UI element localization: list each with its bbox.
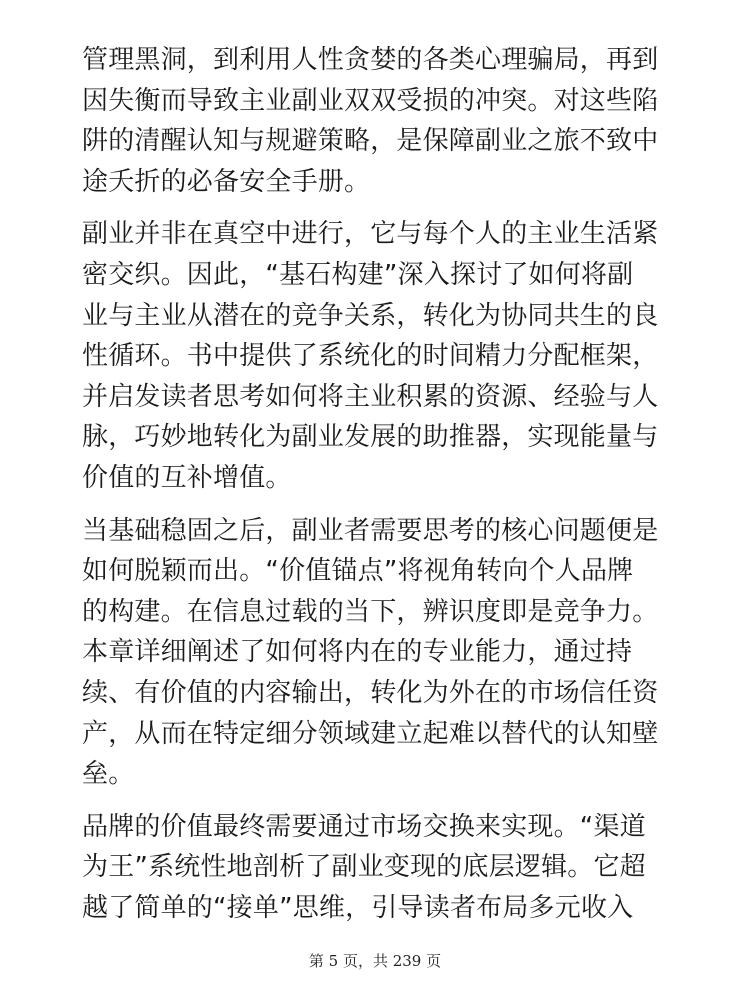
text-line: 越了简单的“接单”思维，引导读者布局多元收入: [82, 892, 634, 923]
text-line: 垒。: [82, 759, 135, 790]
text-line: 并启发读者思考如何将主业积累的资源、经验与人: [82, 381, 659, 412]
paragraph-3: [82, 511, 682, 795]
text-line: 途夭折的必备安全手册。: [82, 166, 371, 197]
text-line: 阱的清醒认知与规避策略，是保障副业之旅不致中: [82, 126, 659, 157]
paragraph-2: [82, 214, 682, 498]
text-line: 本章详细阐述了如何将内在的专业能力，通过持: [82, 637, 633, 668]
text-line: 副业并非在真空中进行，它与每个人的主业生活紧: [82, 219, 659, 250]
text-line: 续、有价值的内容输出，转化为外在的市场信任资: [82, 677, 659, 708]
text-line: 品牌的价值最终需要通过市场交换来实现。“渠道: [82, 811, 646, 842]
text-line: 价值的互补增值。: [82, 462, 292, 493]
text-line: 当基础稳固之后，副业者需要思考的核心问题便是: [82, 515, 659, 546]
text-line: 密交织。因此，“基石构建”深入探讨了如何将副: [82, 259, 634, 290]
text-line: 脉，巧妙地转化为副业发展的助推器，实现能量与: [82, 422, 659, 453]
paragraph-1: [82, 40, 682, 202]
text-line: 性循环。书中提供了系统化的时间精力分配框架，: [82, 341, 659, 372]
text-line: 的构建。在信息过载的当下，辨识度即是竞争力。: [82, 596, 659, 627]
text-line: 如何脱颖而出。“价值锚点”将视角转向个人品牌: [82, 556, 634, 587]
text-line: 产，从而在特定细分领域建立起难以替代的认知壁: [82, 718, 659, 749]
paragraph-4: [82, 807, 682, 929]
text-line: 为王”系统性地剖析了副业变现的底层逻辑。它超: [82, 852, 646, 883]
text-line: 管理黑洞，到利用人性贪婪的各类心理骗局，再到: [82, 45, 659, 75]
page-number: 第 5 页，共 239 页: [308, 952, 442, 970]
body-text: [82, 40, 682, 940]
text-line: 因失衡而导致主业副业双双受损的冲突。对这些陷: [82, 85, 659, 116]
text-line: 业与主业从潜在的竞争关系，转化为协同共生的良: [82, 300, 659, 331]
